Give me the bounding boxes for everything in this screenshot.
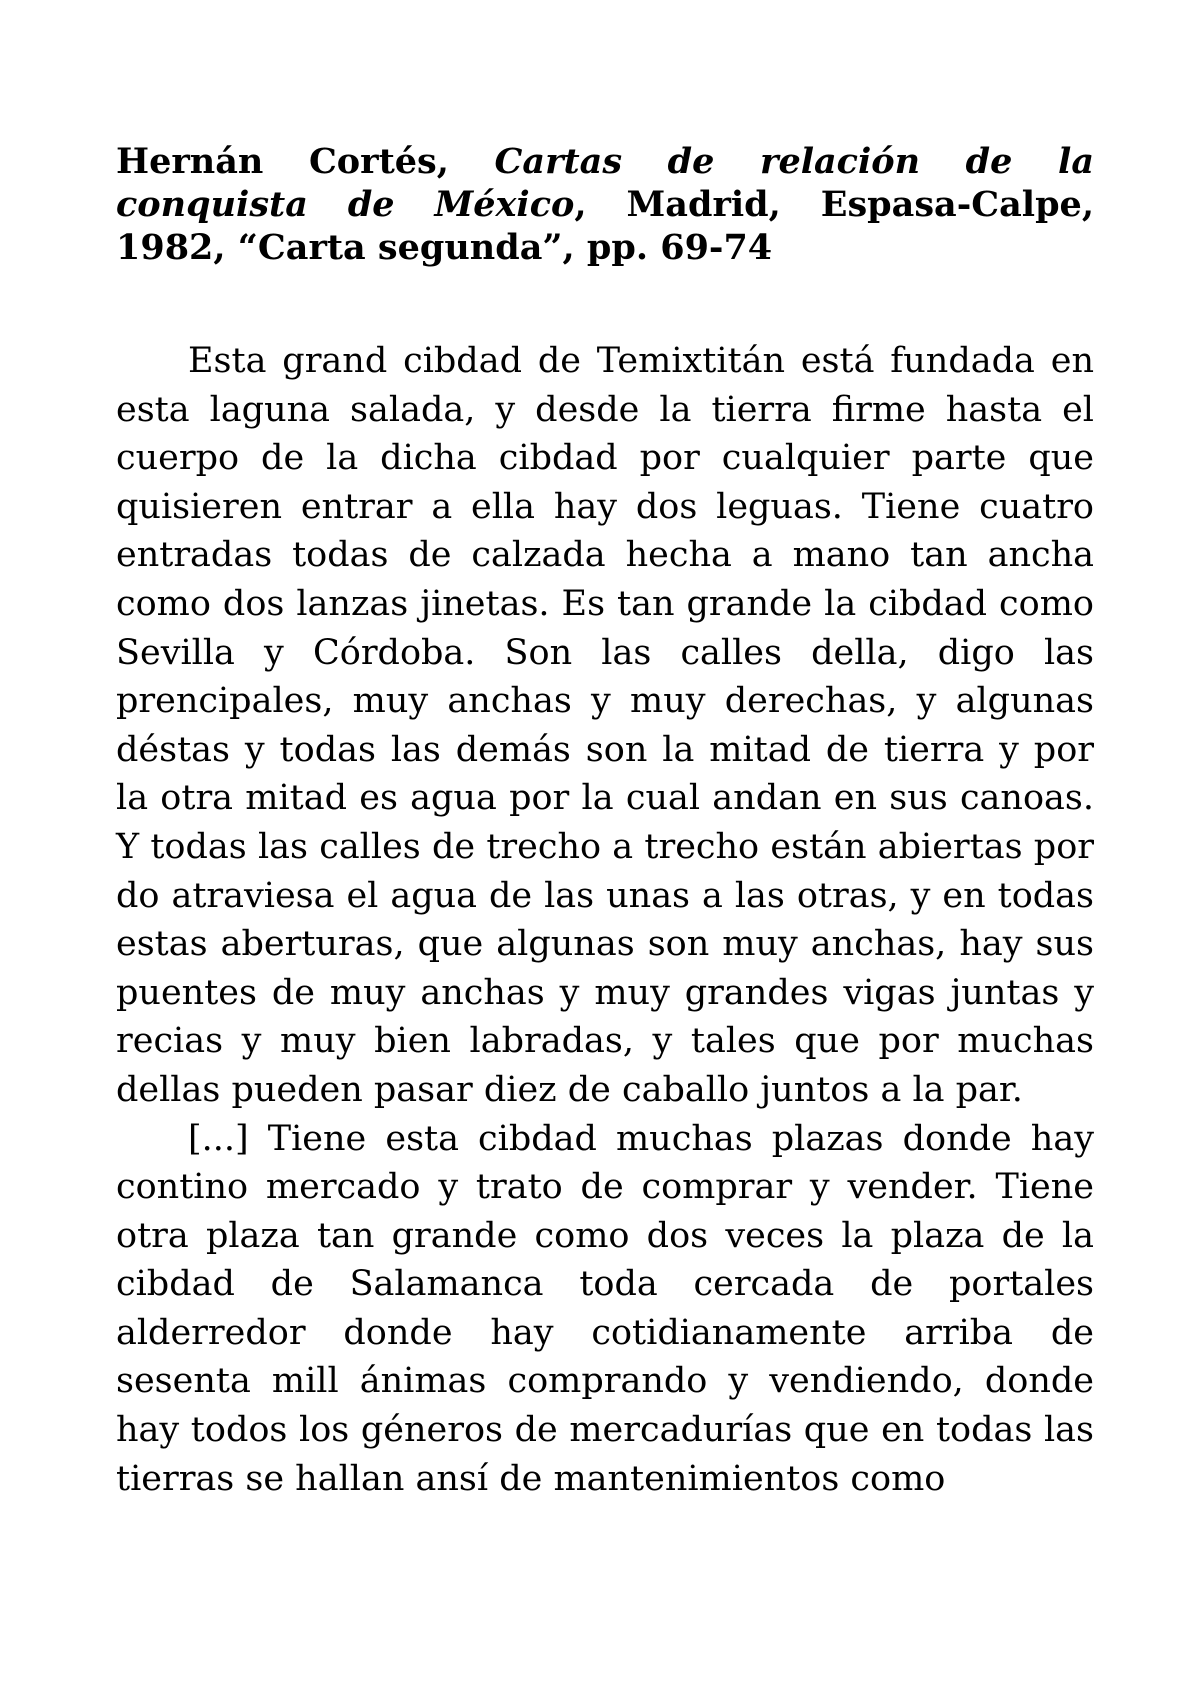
paragraph-1: Esta grand cibdad de Temixtitán está fundada en esta laguna salada, y desde la tierra firme hasta el cuerpo de la dicha cibdad por cualquier parte que quisieren entrar a ella hay dos leguas. Tiene cuatro entradas todas de calzada hecha a mano tan ancha como dos lanzas jinetas. Es tan grande la cibdad como Sevilla y Córdoba. Son las calles della, digo las prencipales, muy anchas y muy derechas, y algunas déstas y todas las demás son la mitad de tierra y por la otra mitad es agua por la cual andan en sus canoas. Y todas las calles de trecho a trecho están abiertas por do atraviesa el agua de las unas a las otras, y en todas estas aberturas, que algunas son muy anchas, hay sus puentes de muy anchas y muy grandes vigas juntas y recias y muy bien labradas, y tales que por muchas dellas pueden pasar diez de caballo juntos a la par. [116,341,1094,1110]
body-text [116,337,1094,1503]
citation-heading [116,140,1094,269]
document-page [116,140,1094,1503]
paragraph-2: [...] Tiene esta cibdad muchas plazas donde hay contino mercado y trato de comprar y vender. Tiene otra plaza tan grande como dos veces la plaza de la cibdad de Salamanca toda cercada de portales alderredor donde hay cotidianamente arriba de sesenta mill ánimas comprando y vendiendo, donde hay todos los géneros de mercadurías que en todas las tierras se hallan ansí de mantenimientos como [116,1118,1094,1499]
citation-author: Hernán Cortés, [116,141,449,182]
citation-publication: , Madrid, Espasa-Calpe, 1982, “Carta segunda”, pp. 69-74 [116,184,1095,268]
citation-title: Cartas de relación de la conquista de México [116,141,1094,225]
